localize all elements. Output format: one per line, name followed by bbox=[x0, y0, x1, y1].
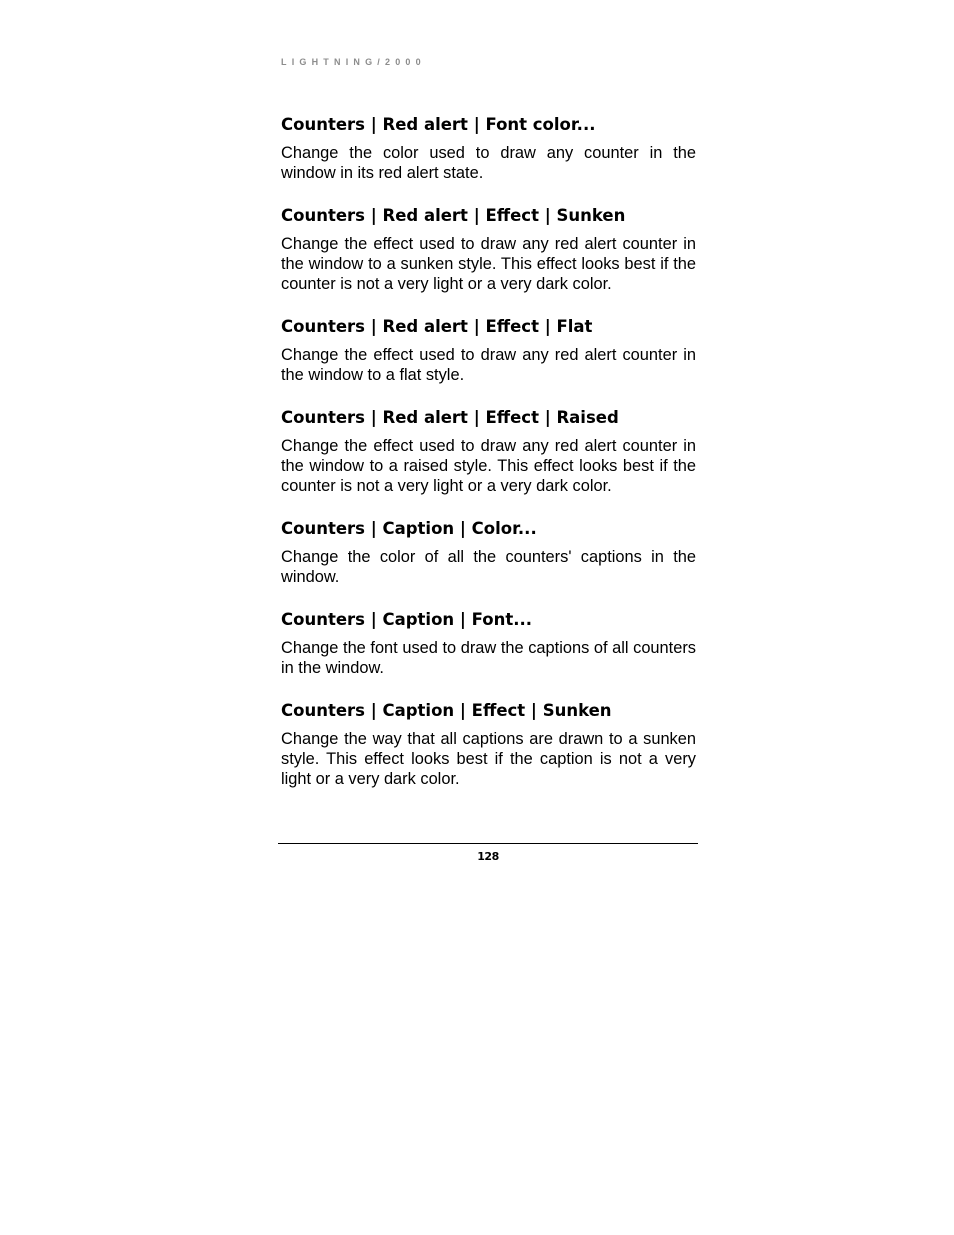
entry-red-alert-effect-sunken bbox=[281, 205, 696, 294]
entry-body: Change the effect used to draw any red alert counter in the window to a sunken style. This effect looks best if the counter is not a very light or a very dark color. bbox=[281, 235, 696, 293]
entry-heading: Counters | Red alert | Font color... bbox=[281, 115, 596, 134]
entry-heading: Counters | Caption | Effect | Sunken bbox=[281, 701, 612, 720]
entry-caption-effect-sunken bbox=[281, 700, 696, 789]
entry-body: Change the effect used to draw any red alert counter in the window to a flat style. bbox=[281, 346, 696, 384]
entry-body: Change the color of all the counters' captions in the window. bbox=[281, 548, 696, 586]
entry-body: Change the effect used to draw any red alert counter in the window to a raised style. This effect looks best if the counter is not a very light or a very dark color. bbox=[281, 437, 696, 495]
entry-body: Change the way that all captions are drawn to a sunken style. This effect looks best if the caption is not a very light or a very dark color. bbox=[281, 730, 696, 788]
entry-heading: Counters | Red alert | Effect | Raised bbox=[281, 408, 619, 427]
entry-caption-color bbox=[281, 518, 696, 587]
page-number: 128 bbox=[477, 850, 499, 863]
entry-heading: Counters | Caption | Color... bbox=[281, 519, 537, 538]
entry-red-alert-effect-raised bbox=[281, 407, 696, 496]
page-content bbox=[281, 114, 696, 811]
entry-heading: Counters | Caption | Font... bbox=[281, 610, 533, 629]
running-header: LIGHTNING/2000 bbox=[281, 57, 426, 67]
footer-rule bbox=[278, 843, 698, 844]
entry-body: Change the color used to draw any counter in the window in its red alert state. bbox=[281, 144, 696, 182]
entry-caption-font bbox=[281, 609, 696, 678]
entry-heading: Counters | Red alert | Effect | Sunken bbox=[281, 206, 626, 225]
entry-body: Change the font used to draw the captions of all counters in the window. bbox=[281, 639, 696, 677]
entry-red-alert-effect-flat bbox=[281, 316, 696, 385]
entry-heading: Counters | Red alert | Effect | Flat bbox=[281, 317, 593, 336]
entry-red-alert-font-color bbox=[281, 114, 696, 183]
